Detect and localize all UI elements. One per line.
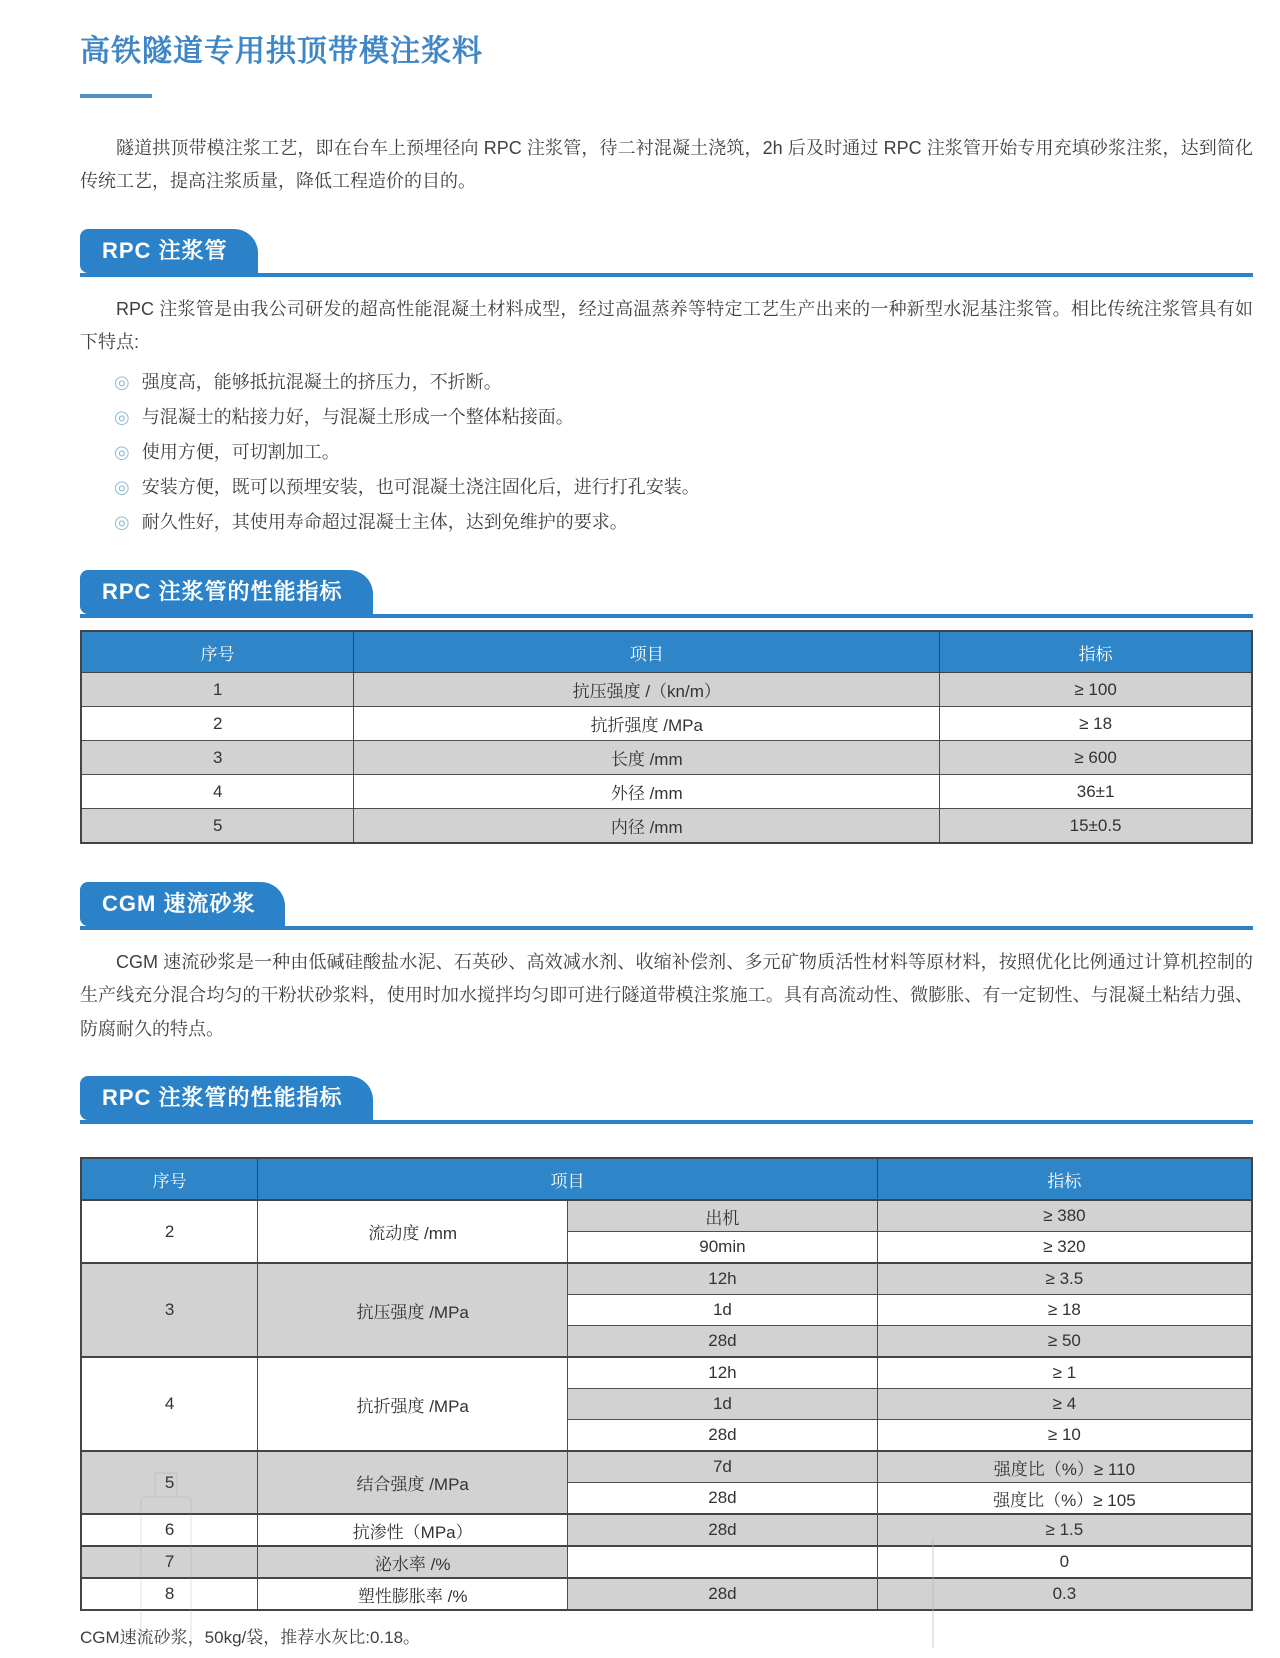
cell-condition: 7d — [568, 1451, 878, 1483]
cell-no: 3 — [81, 1263, 258, 1357]
cell-item: 抗折强度 /MPa — [258, 1357, 568, 1451]
section-badge-cgm: CGM 速流砂浆 — [80, 882, 285, 926]
list-item-text: 耐久性好，其使用寿命超过混凝士主体，达到免维护的要求。 — [141, 512, 628, 533]
cell-item: 结合强度 /MPa — [258, 1451, 568, 1514]
table-row — [81, 707, 1252, 741]
title-underline — [80, 94, 152, 98]
cell-item: 抗渗性（MPa） — [258, 1514, 568, 1546]
list-item-text: 安装方便，既可以预埋安装，也可混凝土浇注固化后，进行打孔安装。 — [141, 477, 700, 498]
list-item-text: 与混凝士的粘接力好，与混凝土形成一个整体粘接面。 — [141, 407, 574, 428]
cell-no: 3 — [81, 741, 354, 775]
cell-item: 长度 /mm — [354, 741, 940, 775]
table-row — [81, 1578, 1252, 1610]
cell-condition: 12h — [568, 1263, 878, 1295]
cell-condition: 出机 — [568, 1200, 878, 1232]
cell-value: 强度比（%）≥ 110 — [877, 1451, 1252, 1483]
cell-value: ≥ 50 — [877, 1326, 1252, 1358]
rpc-spec-table — [80, 630, 1253, 844]
list-item — [80, 435, 1253, 470]
cell-value: ≥ 3.5 — [877, 1263, 1252, 1295]
cell-condition: 1d — [568, 1295, 878, 1326]
cell-item: 流动度 /mm — [258, 1200, 568, 1263]
section-badge-cgm-spec: RPC 注浆管的性能指标 — [80, 1076, 373, 1120]
table-row — [81, 673, 1252, 707]
cell-value: 36±1 — [940, 775, 1252, 809]
list-item-text: 强度高，能够抵抗混凝土的挤压力，不折断。 — [141, 372, 502, 393]
cell-value: ≥ 1.5 — [877, 1514, 1252, 1546]
column-header-value: 指标 — [940, 631, 1252, 673]
table-row — [81, 1263, 1252, 1295]
column-header-value: 指标 — [877, 1158, 1252, 1200]
table-row — [81, 741, 1252, 775]
cgm-description: CGM 速流砂浆是一种由低碱硅酸盐水泥、石英砂、高效减水剂、收缩补偿剂、多元矿物质活性材料等原材料，按照优化比例通过计算机控制的生产线充分混合均匀的干粉状砂浆料，使用时加水搅拌均匀即可进行隧道带模注浆施工。具有高流动性、微膨胀、有一定韧性、与混凝土粘结力强、防腐耐久的特点。 — [80, 952, 1253, 1039]
cell-no: 8 — [81, 1578, 258, 1610]
cell-condition: 90min — [568, 1232, 878, 1264]
section-head-cgm — [80, 882, 1253, 930]
cell-item: 塑性膨胀率 /% — [258, 1578, 568, 1610]
cell-value: 强度比（%）≥ 105 — [877, 1483, 1252, 1515]
section-head-rpc — [80, 229, 1253, 277]
cell-item: 抗压强度 /MPa — [258, 1263, 568, 1357]
ring-bullet-icon: ◎ — [114, 477, 130, 498]
cell-item: 泌水率 /% — [258, 1546, 568, 1578]
list-item — [80, 470, 1253, 505]
cell-no: 7 — [81, 1546, 258, 1578]
cell-no: 5 — [81, 1451, 258, 1514]
cell-value: ≥ 600 — [940, 741, 1252, 775]
cell-condition — [568, 1546, 878, 1578]
section-head-cgm-spec — [80, 1076, 1253, 1124]
cell-value: ≥ 18 — [940, 707, 1252, 741]
column-header-no: 序号 — [81, 1158, 258, 1200]
table-row — [81, 1546, 1252, 1578]
table-row — [81, 809, 1252, 844]
cell-no: 2 — [81, 707, 354, 741]
table-row — [81, 775, 1252, 809]
table-header-row — [81, 1158, 1252, 1200]
list-item — [80, 505, 1253, 540]
list-item — [80, 365, 1253, 400]
page-title: 高铁隧道专用拱顶带模注浆料 — [80, 35, 483, 68]
table-row — [81, 1357, 1252, 1389]
cell-condition: 28d — [568, 1326, 878, 1358]
cell-no: 6 — [81, 1514, 258, 1546]
cell-value: 0 — [877, 1546, 1252, 1578]
table-header-row — [81, 631, 1252, 673]
section-badge-rpc: RPC 注浆管 — [80, 229, 258, 273]
cell-condition: 28d — [568, 1578, 878, 1610]
cell-item: 外径 /mm — [354, 775, 940, 809]
ring-bullet-icon: ◎ — [114, 442, 130, 463]
table-row — [81, 1200, 1252, 1232]
table-row — [81, 1451, 1252, 1483]
cell-no: 4 — [81, 1357, 258, 1451]
column-header-item: 项目 — [354, 631, 940, 673]
cell-condition: 12h — [568, 1357, 878, 1389]
column-header-no: 序号 — [81, 631, 354, 673]
section-head-rpc-spec — [80, 570, 1253, 618]
cell-no: 2 — [81, 1200, 258, 1263]
cell-value: ≥ 18 — [877, 1295, 1252, 1326]
cell-value: ≥ 100 — [940, 673, 1252, 707]
cell-value: ≥ 10 — [877, 1420, 1252, 1452]
list-item — [80, 400, 1253, 435]
cell-value: ≥ 380 — [877, 1200, 1252, 1232]
cell-value: 0.3 — [877, 1578, 1252, 1610]
rpc-description: RPC 注浆管是由我公司研发的超高性能混凝土材料成型，经过高温蒸养等特定工艺生产出来的一种新型水泥基注浆管。相比传统注浆管具有如下特点: — [80, 298, 1253, 352]
cell-condition: 28d — [568, 1420, 878, 1452]
cell-item: 内径 /mm — [354, 809, 940, 844]
cgm-spec-table — [80, 1157, 1253, 1611]
cell-no: 5 — [81, 809, 354, 844]
section-badge-rpc-spec: RPC 注浆管的性能指标 — [80, 570, 373, 614]
intro-paragraph: 隧道拱顶带模注浆工艺，即在台车上预埋径向 RPC 注浆管，待二衬混凝土浇筑，2h 后及时通过 RPC 注浆管开始专用充填砂浆注浆，达到简化传统工艺，提高注浆质量，降低工程造价的目的。 — [80, 138, 1253, 192]
cell-value: ≥ 1 — [877, 1357, 1252, 1389]
cell-condition: 28d — [568, 1514, 878, 1546]
footer-note: CGM速流砂浆，50kg/袋，推荐水灰比:0.18。 — [80, 1628, 421, 1648]
cell-no: 1 — [81, 673, 354, 707]
cell-no: 4 — [81, 775, 354, 809]
cell-value: ≥ 320 — [877, 1232, 1252, 1264]
table-row — [81, 1514, 1252, 1546]
cell-condition: 28d — [568, 1483, 878, 1515]
ring-bullet-icon: ◎ — [114, 407, 130, 428]
cell-condition: 1d — [568, 1389, 878, 1420]
rpc-feature-list — [80, 365, 1253, 540]
ring-bullet-icon: ◎ — [114, 512, 130, 533]
ring-bullet-icon: ◎ — [114, 372, 130, 393]
column-header-item: 项目 — [258, 1158, 878, 1200]
cell-item: 抗折强度 /MPa — [354, 707, 940, 741]
cell-value: ≥ 4 — [877, 1389, 1252, 1420]
cell-value: 15±0.5 — [940, 809, 1252, 844]
list-item-text: 使用方便，可切割加工。 — [141, 442, 340, 463]
cell-item: 抗压强度 /（kn/m） — [354, 673, 940, 707]
